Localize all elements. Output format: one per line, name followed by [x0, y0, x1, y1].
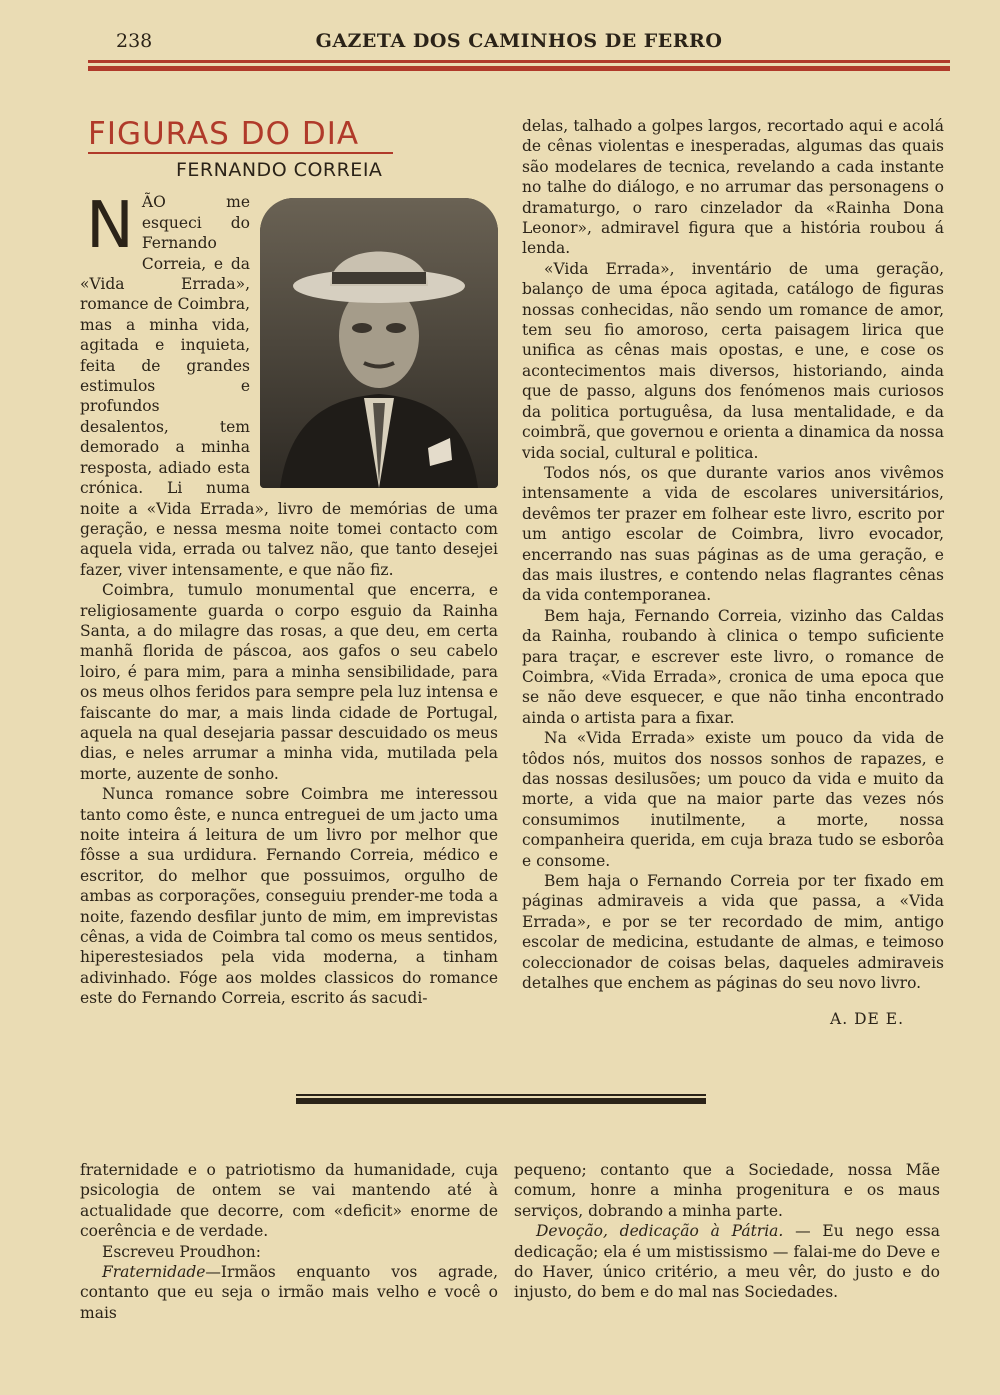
italic-term: Devoção, dedicação à Pátria.: [536, 1222, 784, 1241]
continuation-paragraph: [514, 1221, 940, 1303]
divider-thin-line: [296, 1094, 706, 1096]
page-header: [88, 30, 950, 56]
article-paragraph: Nunca romance sobre Coimbra me interessou tanto como êste, e nunca entreguei de um jacto uma noite inteira á leitura de um livro por melhor que fôsse a sua urdidura. Fernando Correia, médico e escritor, do melhor que possuimos, orgulho de ambas as corporações, conseguiu prender-me toda a noite, fazendo desfilar junto de mim, em imprevistas cênas, a vida de Coimbra tal como os meus sentidos, hiperestesiados pela vida moderna, a tinham adivinhado. Fóge aos moldes classicos do romance este do Fernando Correia, escrito ás sacudi-: [80, 785, 498, 1008]
article-paragraph: Na «Vida Errada» existe um pouco da vida de tôdos nós, muitos dos nossos sonhos de rapazes, e das nossas desilusões; um pouco da vida e muito da morte, a vida que na maior parte das vezes nós consumimos inutilmente, a morte, nossa companheira querida, em cuja braza tudo se esborôa e consome.: [522, 729, 944, 870]
continuation-paragraph: [80, 1262, 498, 1323]
continuation-right-column: [514, 1160, 940, 1303]
article-right-column: [522, 116, 944, 1030]
continuation-paragraph: pequeno; contanto que a Sociedade, nossa Mãe comum, honre a minha progenitura e os maus serviços, dobrando a minha parte.: [514, 1161, 940, 1220]
continuation-text: —Irmãos enquanto vos agrade, contanto que eu seja o irmão mais velho e você o mais: [80, 1263, 498, 1322]
article-paragraph: delas, talhado a golpes largos, recortado aqui e acolá de cênas violentas e inesperadas, algumas das quais são modelares de tecnica, revelando a cada instante no talhe do diálogo, e no arrumar das personagens o dramaturgo, o raro cinzelador da «Rainha Dona Leonor», admiravel figura que a história roubou á lenda.: [522, 117, 944, 258]
header-rule-thin: [88, 60, 950, 63]
continuation-left-column: [80, 1160, 498, 1323]
page-number: 238: [116, 30, 153, 52]
portrait-illustration: [260, 198, 498, 488]
article-paragraph: Bem haja, Fernando Correia, vizinho das Caldas da Rainha, roubando à clinica o tempo suficiente para traçar, e escrever este livro, o romance de Coimbra, «Vida Errada», cronica de uma epoca que se não deve esquecer, e que não tinha encontrado ainda o artista para a fixar.: [522, 606, 944, 727]
article-left-column: [80, 112, 498, 1009]
article-paragraph: Todos nós, os que durante varios anos vivêmos intensamente a vida de escolares universitários, devêmos ter prazer em folhear este livro, escrito por um antigo escolar de Coimbra, livro evocador, encerrando nas suas páginas as de uma geração, e das mais ilustres, e contendo nelas flagrantes cênas da vida contemporanea.: [522, 463, 944, 605]
article-paragraph: Bem haja o Fernando Correia por ter fixado em páginas admiraveis a vida que passa, a «Vida Errada», e por se ter recordado de mim, antigo escolar de medicina, estudante de almas, e teimoso coleccionador de coisas belas, daqueles admiraveis detalhes que enchem as páginas do seu novo livro.: [522, 872, 944, 993]
section-divider: [296, 1094, 706, 1108]
article-subtitle: FERNANDO CORREIA: [176, 159, 383, 181]
author-signature: A. DE E.: [830, 1010, 904, 1029]
header-rule: [88, 60, 950, 72]
author-portrait: [260, 198, 498, 488]
continuation-text: — Eu nego essa dedicação; ela é um mistissismo — falai-me do Deve e do Haver, único critério, a meu vêr, do justo e do injusto, do bem e do mal nas Sociedades.: [514, 1222, 940, 1302]
divider-thick-line: [296, 1098, 706, 1104]
continuation-paragraph: fraternidade e o patriotismo da humanidade, cuja psicologia de ontem se vai mantendo até à actualidade que decorre, com «deficit» enorme de coerência e de verdade.: [80, 1161, 498, 1241]
header-rule-thick: [88, 66, 950, 71]
running-title: GAZETA DOS CAMINHOS DE FERRO: [315, 30, 723, 52]
section-title: FIGURAS DO DIA: [88, 116, 360, 152]
drop-cap: N: [86, 189, 134, 264]
section-title-underline: [88, 152, 393, 154]
italic-term: Fraternidade: [102, 1263, 206, 1282]
continuation-paragraph: Escreveu Proudhon:: [102, 1242, 261, 1261]
article-paragraph: Coimbra, tumulo monumental que encerra, e religiosamente guarda o corpo esguio da Rainha Santa, a do milagre das rosas, a que deu, em certa manhã florida de páscoa, aos gafos o seu cabelo loiro, é para mim, para a minha sensibilidade, para os meus olhos feridos para sempre pela luz intensa e faiscante do mar, a mais linda cidade de Portugal, aquela na qual desejaria passar descuidado os meus dias, e neles arrumar a minha vida, mutilada pela morte, auzente de sonho.: [80, 581, 498, 783]
article-paragraph: «Vida Errada», inventário de uma geração, balanço de uma época agitada, catálogo de figuras nossas conhecidas, não sendo um romance de amor, tem seu fio amoroso, certa paisagem lirica que unifica as cênas mais opostas, e une, e cose os acontecimentos mais diversos, historiando, ainda que de passo, alguns dos fenómenos mais curiosos da politica portuguêsa, da lusa mentalidade, e da coimbrã, que governou e orienta a dinamica da nossa vida social, cultural e politica.: [522, 259, 944, 462]
article-paragraph: ÃO me esqueci do Fernando Correia, e da «Vida Errada», romance de Coimbra, mas a minha vida, agitada e inquieta, feita de grandes estimulos e profundos desalentos, tem demorado a minha resposta, adiado esta crónica. Li numa noite a «Vida Errada», livro de memórias de uma geração, e nessa mesma noite tomei contacto com aquela vida, errada ou talvez não, que tanto desejei fazer, viver intensamente, e que não fiz.: [80, 193, 498, 579]
